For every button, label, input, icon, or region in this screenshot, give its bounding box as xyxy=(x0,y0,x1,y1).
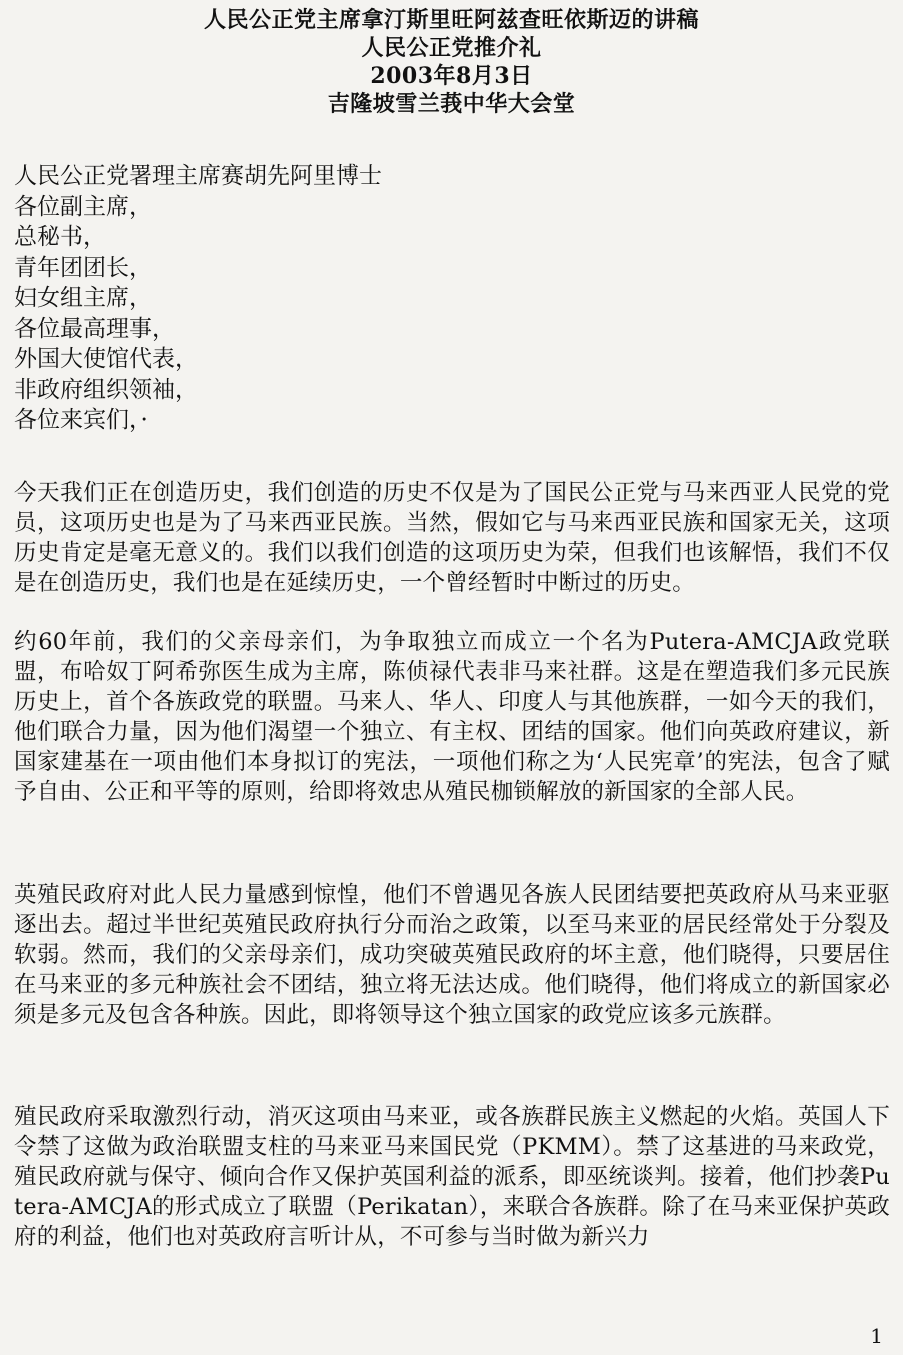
salutation-list xyxy=(14,161,382,436)
salutation-line: 各位最高理事， xyxy=(14,315,175,342)
salutation-line: 总秘书， xyxy=(14,224,106,250)
speech-title: 人民公正党主席拿汀斯里旺阿兹查旺依斯迈的讲稿 xyxy=(203,7,699,33)
event-name: 人民公正党推介礼 xyxy=(361,35,542,61)
body-paragraph: 英殖民政府对此人民力量感到惊惶，他们不曾遇见各族人民团结要把英政府从马来亚驱逐出去。超过半世纪英殖民政府执行分而治之政策，以至马来亚的居民经常处于分裂及软弱。然而，我们的父亲母亲们，成功突破英殖民政府的坏主意，他们晓得，只要居住在马来亚的多元种族社会不团结，独立将无法达成。他们晓得，他们将成立的新国家必须是多元及包含各种族。因此，即将领导这个独立国家的政党应该多元族群。 xyxy=(14,882,890,1028)
event-date: 2003年8月3日 xyxy=(370,63,533,89)
salutation-line: 外国大使馆代表， xyxy=(14,346,198,372)
salutation-line: 妇女组主席， xyxy=(14,285,152,311)
speech-header xyxy=(0,6,903,118)
salutation-line: 人民公正党署理主席赛胡先阿里博士 xyxy=(14,163,382,189)
salutation-line: 青年团团长， xyxy=(14,254,152,281)
event-venue: 吉隆坡雪兰莪中华大会堂 xyxy=(327,91,576,117)
salutation-line: 各位副主席， xyxy=(14,193,152,220)
salutation-line: 非政府组织领袖， xyxy=(14,376,198,403)
page-number: 1 xyxy=(870,1324,883,1348)
salutation-line: 各位来宾们，· xyxy=(14,407,148,433)
body-paragraph: 殖民政府采取激烈行动，消灭这项由马来亚，或各族群民族主义燃起的火焰。英国人下令禁了这做为政治联盟支柱的马来亚马来国民党（PKMM）。禁了这基进的马来政党，殖民政府就与保守、倾向合作又保护英国利益的派系，即巫统谈判。接着，他们抄袭Putera-AMCJA的形式成立了联盟（Perikatan），来联合各族群。除了在马来亚保护英政府的利益，他们也对英政府言听计从，不可参与当时做为新兴力 xyxy=(14,1104,890,1250)
body-paragraph: 约60年前，我们的父亲母亲们，为争取独立而成立一个名为Putera-AMCJA政党联盟，布哈奴丁阿希弥医生成为主席，陈侦禄代表非马来社群。这是在塑造我们多元民族历史上，首个各族政党的联盟。马来人、华人、印度人与其他族群，一如今天的我们，他们联合力量，因为他们渴望一个独立、有主权、团结的国家。他们向英政府建议，新国家建基在一项由他们本身拟订的宪法，一项他们称之为‘人民宪章’的宪法，包含了赋予自由、公正和平等的原则，给即将效忠从殖民枷锁解放的新国家的全部人民。 xyxy=(14,629,890,805)
body-paragraph: 今天我们正在创造历史，我们创造的历史不仅是为了国民公正党与马来西亚人民党的党员，这项历史也是为了马来西亚民族。当然，假如它与马来西亚民族和国家无关，这项历史肯定是毫无意义的。我们以我们创造的这项历史为荣，但我们也该解悟，我们不仅是在创造历史，我们也是在延续历史，一个曾经暂时中断过的历史。 xyxy=(14,480,890,596)
